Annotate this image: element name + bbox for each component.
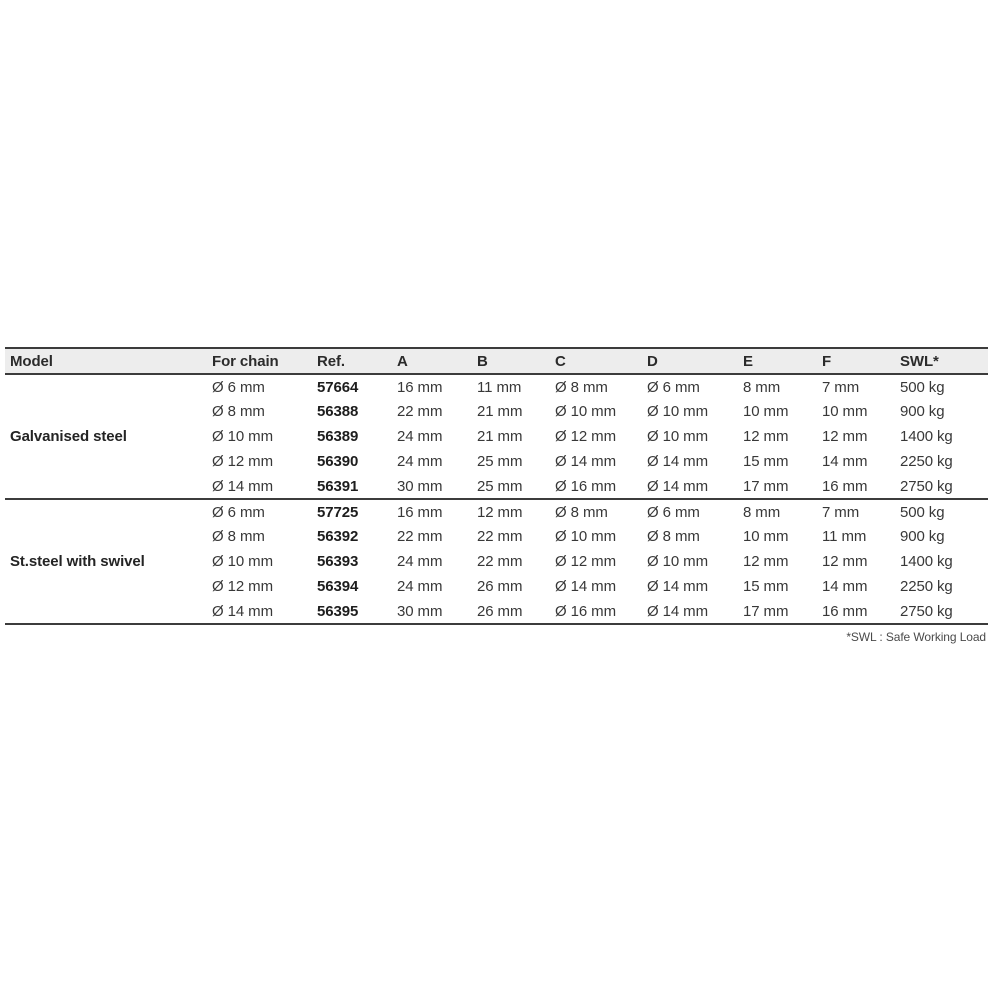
- cell-swl: 1400 kg: [900, 428, 953, 445]
- cell-ref: 57664: [317, 378, 359, 396]
- group-galvanised-steel: [5, 374, 988, 499]
- chain-connector-spec-table: [5, 347, 988, 625]
- cell-ref: 56389: [317, 428, 359, 445]
- cell-a: 24 mm: [397, 578, 443, 595]
- cell-d: Ø 10 mm: [647, 553, 708, 570]
- cell-ref: 56394: [317, 578, 359, 595]
- table-row: [5, 374, 988, 399]
- cell-d: Ø 10 mm: [647, 403, 708, 420]
- cell-swl: 2750 kg: [900, 477, 953, 495]
- cell-swl: 500 kg: [900, 378, 945, 396]
- cell-b: 12 mm: [477, 503, 523, 521]
- cell-d: Ø 8 mm: [647, 528, 700, 545]
- cell-e: 10 mm: [743, 528, 789, 545]
- cell-c: Ø 8 mm: [555, 378, 608, 396]
- cell-b: 25 mm: [477, 477, 523, 495]
- cell-f: 14 mm: [822, 578, 868, 595]
- cell-swl: 2750 kg: [900, 602, 953, 620]
- cell-for-chain: Ø 14 mm: [212, 477, 273, 495]
- model-group-label: Galvanised steel: [10, 428, 127, 445]
- col-header-f: F: [822, 352, 832, 370]
- cell-for-chain: Ø 8 mm: [212, 403, 265, 420]
- cell-e: 10 mm: [743, 403, 789, 420]
- cell-f: 12 mm: [822, 553, 868, 570]
- cell-a: 22 mm: [397, 403, 443, 420]
- cell-f: 16 mm: [822, 602, 868, 620]
- model-group-label: St.steel with swivel: [10, 553, 145, 570]
- cell-f: 11 mm: [822, 528, 867, 545]
- col-header-ref: Ref.: [317, 352, 345, 370]
- cell-for-chain: Ø 12 mm: [212, 453, 273, 470]
- cell-ref: 56392: [317, 528, 359, 545]
- cell-f: 10 mm: [822, 403, 868, 420]
- cell-d: Ø 10 mm: [647, 428, 708, 445]
- cell-c: Ø 16 mm: [555, 602, 616, 620]
- col-header-swl: SWL*: [900, 352, 939, 370]
- cell-swl: 2250 kg: [900, 453, 953, 470]
- cell-for-chain: Ø 10 mm: [212, 553, 273, 570]
- cell-c: Ø 8 mm: [555, 503, 608, 521]
- col-header-e: E: [743, 352, 753, 370]
- cell-c: Ø 10 mm: [555, 528, 616, 545]
- cell-e: 8 mm: [743, 503, 781, 521]
- cell-a: 24 mm: [397, 453, 443, 470]
- col-header-b: B: [477, 352, 488, 370]
- cell-a: 30 mm: [397, 477, 443, 495]
- col-header-model: Model: [10, 352, 53, 370]
- spec-table: [5, 347, 988, 644]
- cell-swl: 1400 kg: [900, 553, 953, 570]
- cell-b: 11 mm: [477, 378, 522, 396]
- cell-e: 12 mm: [743, 553, 789, 570]
- cell-c: Ø 10 mm: [555, 403, 616, 420]
- cell-d: Ø 6 mm: [647, 378, 700, 396]
- cell-b: 22 mm: [477, 528, 523, 545]
- cell-c: Ø 16 mm: [555, 477, 616, 495]
- cell-ref: 57725: [317, 503, 359, 521]
- cell-d: Ø 14 mm: [647, 453, 708, 470]
- cell-e: 17 mm: [743, 602, 789, 620]
- cell-swl: 500 kg: [900, 503, 945, 521]
- col-header-d: D: [647, 352, 658, 370]
- cell-swl: 900 kg: [900, 403, 945, 420]
- table-row: [5, 499, 988, 524]
- group-st-steel-with-swivel: [5, 499, 988, 624]
- cell-d: Ø 14 mm: [647, 477, 708, 495]
- cell-d: Ø 14 mm: [647, 602, 708, 620]
- swl-footnote: *SWL : Safe Working Load: [846, 630, 986, 644]
- cell-ref: 56390: [317, 453, 359, 470]
- cell-for-chain: Ø 14 mm: [212, 602, 273, 620]
- cell-e: 15 mm: [743, 578, 789, 595]
- col-header-c: C: [555, 352, 566, 370]
- cell-a: 30 mm: [397, 602, 443, 620]
- col-header-a: A: [397, 352, 408, 370]
- cell-ref: 56393: [317, 553, 359, 570]
- cell-f: 12 mm: [822, 428, 868, 445]
- cell-a: 24 mm: [397, 428, 443, 445]
- cell-b: 22 mm: [477, 553, 523, 570]
- cell-e: 15 mm: [743, 453, 789, 470]
- cell-f: 14 mm: [822, 453, 868, 470]
- cell-d: Ø 14 mm: [647, 578, 708, 595]
- cell-c: Ø 14 mm: [555, 453, 616, 470]
- cell-e: 8 mm: [743, 378, 781, 396]
- cell-for-chain: Ø 6 mm: [212, 378, 265, 396]
- cell-for-chain: Ø 12 mm: [212, 578, 273, 595]
- cell-f: 16 mm: [822, 477, 868, 495]
- cell-f: 7 mm: [822, 503, 860, 521]
- cell-swl: 2250 kg: [900, 578, 953, 595]
- cell-ref: 56391: [317, 477, 359, 495]
- cell-b: 26 mm: [477, 578, 523, 595]
- cell-e: 12 mm: [743, 428, 789, 445]
- col-header-for-chain: For chain: [212, 352, 279, 370]
- cell-b: 21 mm: [477, 403, 523, 420]
- cell-d: Ø 6 mm: [647, 503, 700, 521]
- cell-c: Ø 12 mm: [555, 553, 616, 570]
- cell-b: 26 mm: [477, 602, 523, 620]
- cell-for-chain: Ø 8 mm: [212, 528, 265, 545]
- cell-for-chain: Ø 6 mm: [212, 503, 265, 521]
- cell-swl: 900 kg: [900, 528, 945, 545]
- cell-a: 24 mm: [397, 553, 443, 570]
- cell-c: Ø 12 mm: [555, 428, 616, 445]
- cell-f: 7 mm: [822, 378, 860, 396]
- cell-for-chain: Ø 10 mm: [212, 428, 273, 445]
- cell-a: 16 mm: [397, 503, 443, 521]
- header-row: [5, 348, 988, 374]
- cell-e: 17 mm: [743, 477, 789, 495]
- table-header: [5, 348, 988, 374]
- cell-c: Ø 14 mm: [555, 578, 616, 595]
- cell-b: 21 mm: [477, 428, 523, 445]
- cell-a: 22 mm: [397, 528, 443, 545]
- cell-ref: 56395: [317, 602, 359, 620]
- cell-a: 16 mm: [397, 378, 443, 396]
- cell-b: 25 mm: [477, 453, 523, 470]
- cell-ref: 56388: [317, 403, 359, 420]
